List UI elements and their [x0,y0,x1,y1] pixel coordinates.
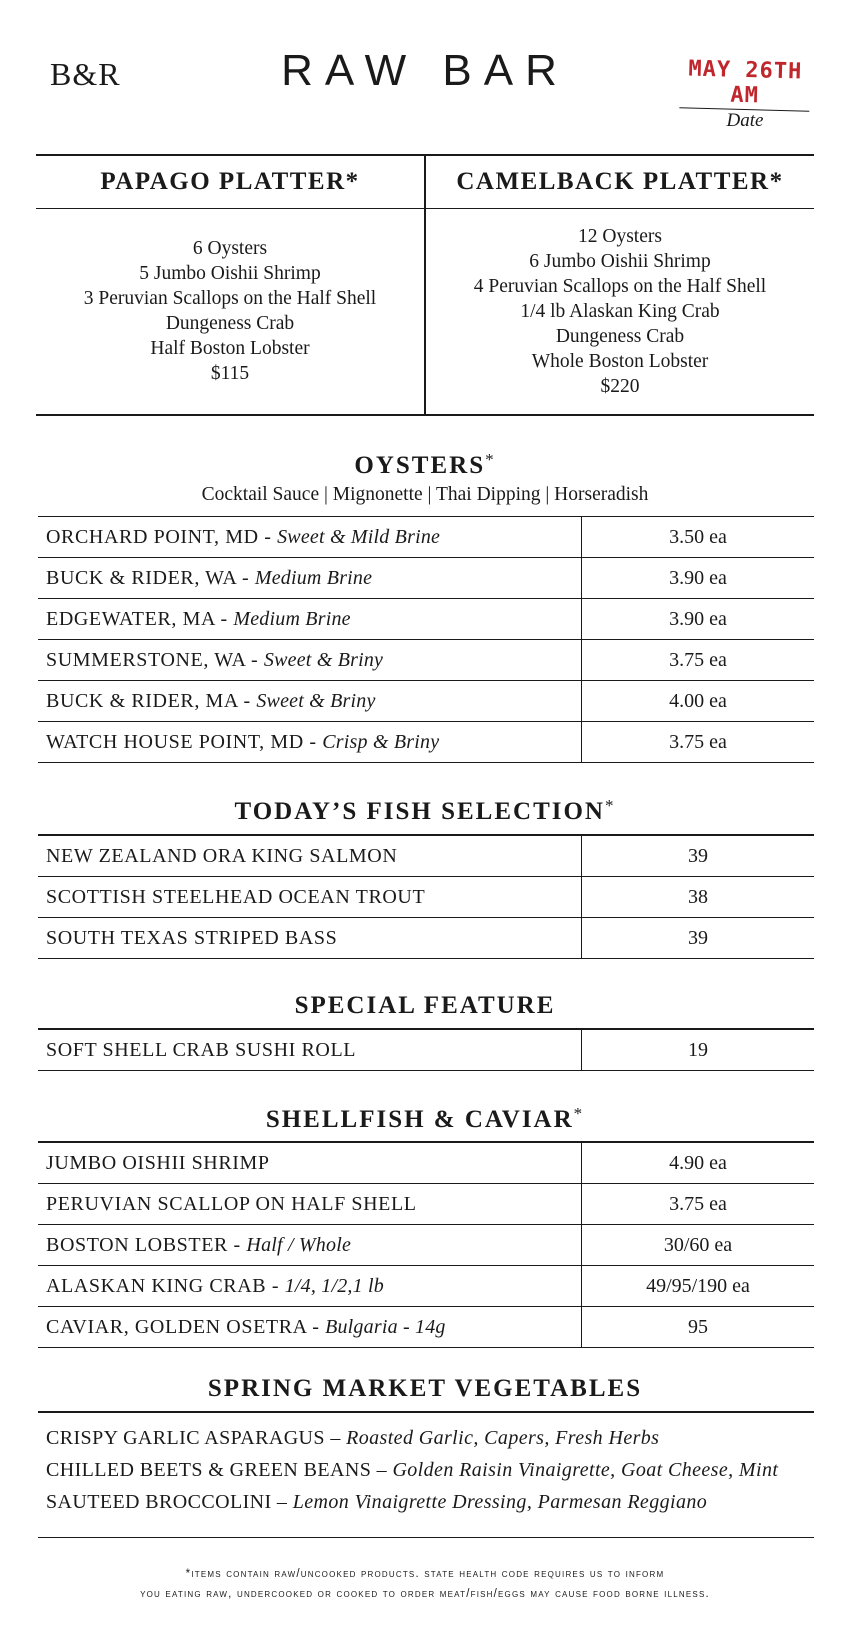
platter-item: Dungeness Crab [555,325,685,347]
asterisk-mark: * [485,450,496,469]
table-row [38,876,814,917]
item-price: 3.50 ea [581,517,814,557]
table-row [38,834,814,876]
fish-table [38,834,814,959]
item-name: PERUVIAN SCALLOP ON HALF SHELL [46,1193,417,1215]
item-price: 49/95/190 ea [581,1266,814,1306]
item-price: 3.90 ea [581,599,814,639]
section-title-shellfish [0,1106,850,1134]
list-item: CHILLED BEETS & GREEN BEANS – Golden Raisin Vinaigrette, Goat Cheese, Mint [46,1459,779,1481]
section-title-text: TODAY’S FISH SELECTION [234,798,605,825]
item-price: 3.75 ea [581,640,814,680]
section-title-text: SHELLFISH & CAVIAR [265,1106,574,1133]
platter-items [426,208,814,414]
section-title-text: SPRING MARKET VEGETABLES [207,1375,643,1402]
table-row [38,721,814,763]
platter-name: CAMELBACK PLATTER* [426,156,814,209]
platter-item: Whole Boston Lobster [531,350,709,372]
item-name: ORCHARD POINT, MD - Sweet & Mild Brine [46,526,441,548]
platter-items [36,208,424,414]
item-price: 30/60 ea [581,1225,814,1265]
item-name: BUCK & RIDER, MA - Sweet & Briny [46,690,376,712]
platter-item: 3 Peruvian Scallops on the Half Shell [83,288,377,309]
item-price: 95 [581,1307,814,1347]
table-row [38,917,814,959]
section-title-text: SPECIAL FEATURE [294,992,556,1019]
section-title-vegetables [0,1375,850,1403]
item-price: 19 [581,1030,814,1070]
item-name: BUCK & RIDER, WA - Medium Brine [46,567,373,589]
platter-item: 5 Jumbo Oishii Shrimp [139,263,321,284]
date-value: MAY 26TH AM [679,56,810,111]
section-title-special [0,992,850,1020]
list-item: SAUTEED BROCCOLINI – Lemon Vinaigrette Dressing, Parmesan Reggiano [46,1491,708,1513]
restaurant-logo: B&R [50,56,121,92]
item-name: BOSTON LOBSTER - Half / Whole [46,1234,352,1256]
item-price: 3.75 ea [581,722,814,762]
item-price: 3.90 ea [581,558,814,598]
table-row [38,557,814,598]
item-name: SUMMERSTONE, WA - Sweet & Briny [46,649,384,671]
item-price: 4.90 ea [581,1143,814,1183]
oyster-sauces: Cocktail Sauce | Mignonette | Thai Dipping | Horseradish [201,484,649,505]
platter-item: 12 Oysters [578,225,662,247]
table-row [38,1224,814,1265]
platter-papago [36,156,424,414]
table-row [38,1183,814,1224]
health-disclaimer [0,1564,850,1604]
section-title-fish [0,798,850,826]
item-name: JUMBO OISHII SHRIMP [46,1152,270,1174]
special-table [38,1028,814,1071]
platter-price: $115 [210,363,250,384]
asterisk-mark: * [605,796,616,815]
oysters-table [38,516,814,763]
table-row [38,516,814,557]
platter-item: 6 Jumbo Oishii Shrimp [529,250,711,272]
item-name: NEW ZEALAND ORA KING SALMON [46,845,398,867]
item-name: SOUTH TEXAS STRIPED BASS [46,927,338,949]
platter-name: PAPAGO PLATTER* [36,156,424,209]
item-name: SOFT SHELL CRAB SUSHI ROLL [46,1039,357,1061]
disclaimer-line: *items contain raw/uncooked products. state health code requires us to inform [185,1568,665,1580]
table-row [38,639,814,680]
item-name: ALASKAN KING CRAB - 1/4, 1/2,1 lb [46,1275,384,1297]
section-title-text: OYSTERS [354,452,486,479]
table-row [38,598,814,639]
platter-price: $220 [600,375,640,397]
table-row [38,1028,814,1071]
item-price: 38 [581,877,814,917]
asterisk-mark: * [573,1104,585,1123]
item-name: SCOTTISH STEELHEAD OCEAN TROUT [46,886,426,908]
section-title-oysters [0,452,850,480]
item-price: 39 [581,836,814,876]
date-stamp [680,58,810,132]
date-label: Date [726,110,764,131]
item-name: CAVIAR, GOLDEN OSETRA - Bulgaria - 14g [46,1316,446,1338]
platters-table [36,154,814,416]
item-price: 39 [581,918,814,958]
page-title: RAW BAR [281,46,569,95]
table-row [38,1141,814,1183]
platter-item: 1/4 lb Alaskan King Crab [520,300,720,322]
platter-item: 4 Peruvian Scallops on the Half Shell [473,275,767,297]
vegetables-list [38,1411,814,1538]
platter-item: Dungeness Crab [165,313,295,334]
list-item: CRISPY GARLIC ASPARAGUS – Roasted Garlic, Capers, Fresh Herbs [46,1427,660,1449]
disclaimer-line: you eating raw, undercooked or cooked to order meat/fish/eggs may cause food borne illness. [140,1588,710,1600]
shellfish-table [38,1141,814,1348]
platter-item: Half Boston Lobster [150,338,310,359]
table-row [38,680,814,721]
item-name: WATCH HOUSE POINT, MD - Crisp & Briny [46,731,440,753]
table-row [38,1306,814,1348]
platter-item: 6 Oysters [192,238,268,259]
menu-header [0,0,850,130]
item-name: EDGEWATER, MA - Medium Brine [46,608,351,630]
item-price: 3.75 ea [581,1184,814,1224]
item-price: 4.00 ea [581,681,814,721]
table-row [38,1265,814,1306]
platter-camelback [426,156,814,414]
